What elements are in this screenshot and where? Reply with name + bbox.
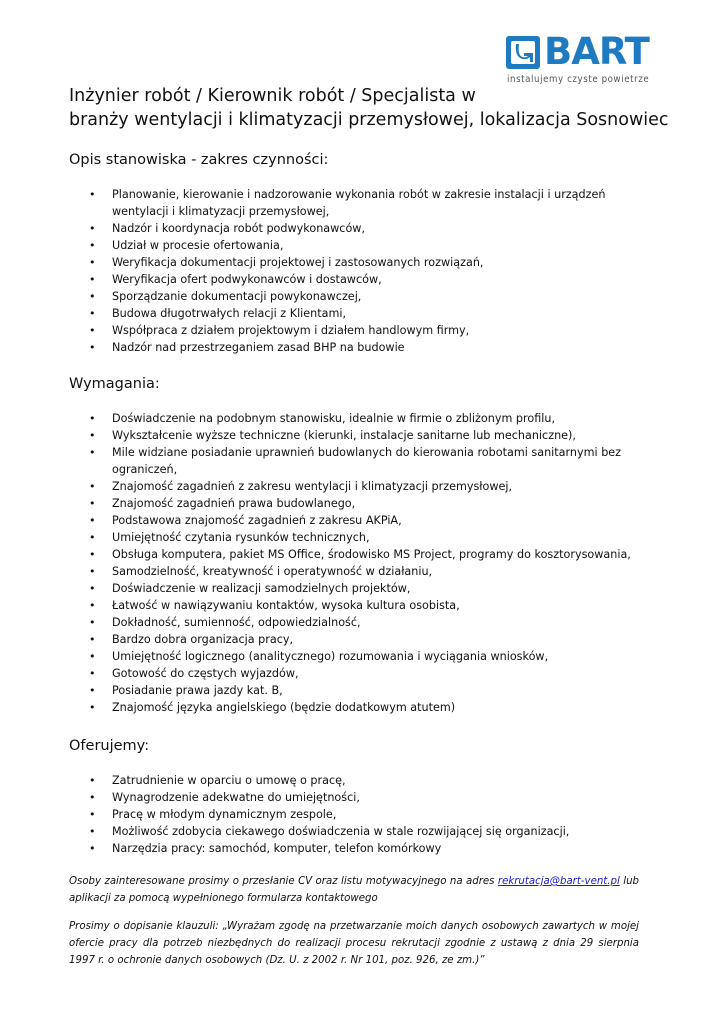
list-item: • Doświadczenie na podobnym stanowisku, idealnie w firmie o zbliżonym profilu,	[69, 410, 639, 427]
list-item: • Weryfikacja dokumentacji projektowej i zastosowanych rozwiązań,	[69, 254, 639, 271]
page-title	[69, 84, 669, 132]
list-item: • Mile widziane posiadanie uprawnień budowlanych do kierowania robotami sanitarnymi bez ograniczeń,	[69, 444, 639, 478]
list-item: • Gotowość do częstych wyjazdów,	[69, 665, 639, 682]
requirements-list	[69, 410, 639, 716]
list-item: • Planowanie, kierowanie i nadzorowanie wykonania robót w zakresie instalacji i urządzeń wentylacji i klimatyzacji przemysłowej,	[69, 186, 639, 220]
list-item: • Pracę w młodym dynamicznym zespole,	[69, 806, 639, 823]
company-logo	[506, 30, 658, 88]
list-item: • Bardzo dobra organizacja pracy,	[69, 631, 639, 648]
list-item: • Doświadczenie w realizacji samodzielnych projektów,	[69, 580, 639, 597]
list-item: • Budowa długotrwałych relacji z Klientami,	[69, 305, 639, 322]
list-item: • Zatrudnienie w oparciu o umowę o pracę,	[69, 772, 639, 789]
logo-tagline: instalujemy czyste powietrze	[507, 74, 650, 85]
list-item: • Weryfikacja ofert podwykonawców i dostawców,	[69, 271, 639, 288]
description-heading: Opis stanowiska - zakres czynności:	[69, 152, 329, 168]
title-line-1: Inżynier robót / Kierownik robót / Specjalista w	[69, 86, 476, 106]
list-item: • Możliwość zdobycia ciekawego doświadczenia w stale rozwijającej się organizacji,	[69, 823, 639, 840]
list-item: • Posiadanie prawa jazdy kat. B,	[69, 682, 639, 699]
list-item: • Znajomość zagadnień z zakresu wentylacji i klimatyzacji przemysłowej,	[69, 478, 639, 495]
list-item: • Udział w procesie ofertowania,	[69, 237, 639, 254]
list-item: • Obsługa komputera, pakiet MS Office, środowisko MS Project, programy do kosztorysowania,	[69, 546, 639, 563]
list-item: • Łatwość w nawiązywaniu kontaktów, wysoka kultura osobista,	[69, 597, 639, 614]
apply-note-before: Osoby zainteresowane prosimy o przesłanie CV oraz listu motywacyjnego na adres	[69, 876, 498, 887]
duct-logo-icon	[506, 36, 540, 69]
offer-heading: Oferujemy:	[69, 738, 150, 754]
email-link[interactable]: rekrutacja@bart-vent.pl	[497, 876, 620, 887]
apply-note	[69, 873, 639, 907]
requirements-heading: Wymagania:	[69, 376, 160, 392]
list-item: • Samodzielność, kreatywność i operatywność w działaniu,	[69, 563, 639, 580]
list-item: • Znajomość języka angielskiego (będzie dodatkowym atutem)	[69, 699, 639, 716]
list-item: • Sporządzanie dokumentacji powykonawczej,	[69, 288, 639, 305]
description-list	[69, 186, 639, 356]
list-item: • Wykształcenie wyższe techniczne (kierunki, instalacje sanitarne lub mechaniczne),	[69, 427, 639, 444]
list-item: • Podstawowa znajomość zagadnień z zakresu AKPiA,	[69, 512, 639, 529]
list-item: • Nadzór nad przestrzeganiem zasad BHP na budowie	[69, 339, 639, 356]
logo-wordmark: BART	[544, 30, 649, 73]
list-item: • Współpraca z działem projektowym i działem handlowym firmy,	[69, 322, 639, 339]
list-item: • Znajomość zagadnień prawa budowlanego,	[69, 495, 639, 512]
title-line-2: branży wentylacji i klimatyzacji przemysłowej, lokalizacja Sosnowiec	[69, 110, 669, 130]
list-item: • Nadzór i koordynacja robót podwykonawców,	[69, 220, 639, 237]
consent-note: Prosimy o dopisanie klauzuli: „Wyrażam zgodę na przetwarzanie moich danych osobowych zawartych w mojej ofercie pracy dla potrzeb niezbędnych do realizacji procesu rekrutacji zgodnie z ustawą z dnia 29 sierpnia 1997 r. o ochronie danych osobowych (Dz. U. z 2002 r. Nr 101, poz. 926, ze zm.)”	[69, 921, 639, 966]
list-item: • Wynagrodzenie adekwatne do umiejętności,	[69, 789, 639, 806]
list-item: • Umiejętność czytania rysunków technicznych,	[69, 529, 639, 546]
list-item: • Narzędzia pracy: samochód, komputer, telefon komórkowy	[69, 840, 639, 857]
list-item: • Umiejętność logicznego (analitycznego) rozumowania i wyciągania wniosków,	[69, 648, 639, 665]
apply-note-after: lub aplikacji za pomocą wypełnionego formularza kontaktowego	[69, 876, 639, 904]
list-item: • Dokładność, sumienność, odpowiedzialność,	[69, 614, 639, 631]
offer-list	[69, 772, 639, 857]
